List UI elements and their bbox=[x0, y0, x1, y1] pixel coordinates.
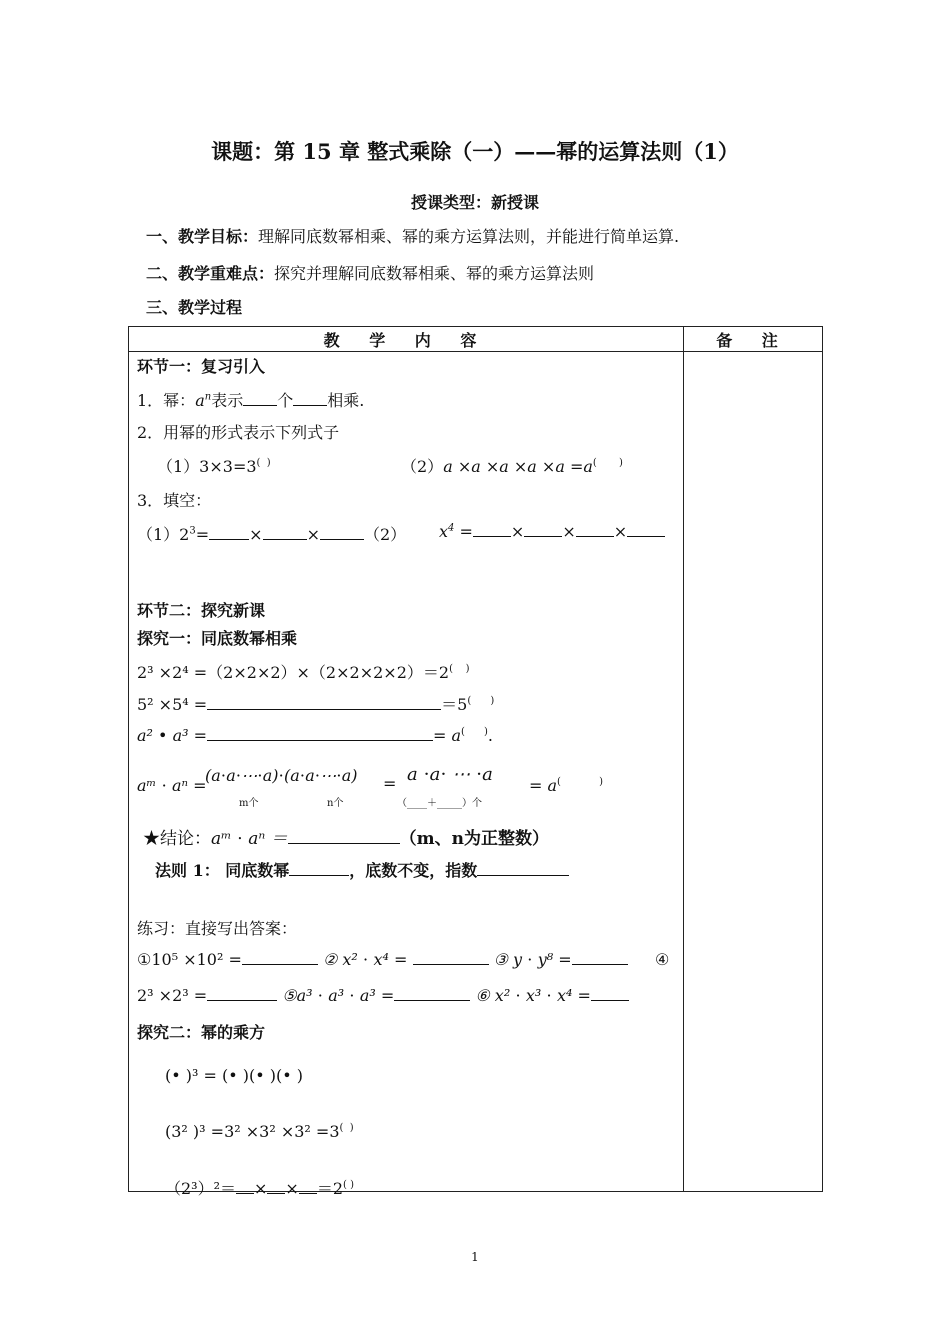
content-cell bbox=[129, 352, 684, 1198]
exp-blank[interactable]: ( ) bbox=[557, 776, 603, 788]
col-remark-header: 备 注 bbox=[684, 327, 823, 352]
p6: ⑥ x² ⋅ x³ ⋅ x⁴ = bbox=[475, 986, 591, 1005]
exp-blank[interactable]: ( ) bbox=[339, 1122, 354, 1134]
q2: 2．用幂的形式表示下列式子 bbox=[137, 423, 340, 442]
explore2-line2 bbox=[165, 1122, 354, 1141]
blank[interactable] bbox=[263, 525, 307, 540]
section1-heading: 环节一：复习引入 bbox=[137, 357, 266, 376]
blank[interactable] bbox=[524, 522, 562, 537]
times: × bbox=[510, 522, 525, 541]
general-end bbox=[529, 776, 603, 795]
blank[interactable] bbox=[576, 522, 614, 537]
eq: = bbox=[195, 525, 210, 544]
q1-prefix: 1．幂： bbox=[137, 391, 196, 410]
explore2-heading: 探究二：幂的乘方 bbox=[137, 1023, 266, 1042]
exp-blank[interactable]: ( ) bbox=[461, 726, 488, 738]
l3-text: a² • a³ = bbox=[137, 726, 208, 745]
blank[interactable] bbox=[591, 986, 629, 1001]
practice-row1 bbox=[137, 950, 628, 969]
eq: = bbox=[459, 522, 473, 541]
key-points bbox=[146, 261, 594, 284]
l2-text: 5² ×5⁴ = bbox=[137, 695, 208, 714]
page-number: 1 bbox=[471, 1250, 479, 1264]
e3-x: × bbox=[285, 1179, 299, 1198]
remark-cell[interactable] bbox=[684, 352, 823, 1192]
q1 bbox=[137, 388, 364, 411]
blank[interactable] bbox=[627, 522, 665, 537]
explore1-heading: 探究一：同底数幂相乘 bbox=[137, 629, 298, 648]
blank[interactable] bbox=[477, 861, 569, 876]
label-n: n个 bbox=[327, 798, 344, 809]
explore1-line2 bbox=[137, 692, 494, 715]
blank[interactable] bbox=[289, 861, 349, 876]
q2-b-expr: a ×a ×a ×a ×a =a bbox=[443, 457, 593, 476]
goal-text: 理解同底数幂相乘、幂的乘方运算法则，并能进行简单运算. bbox=[258, 227, 680, 246]
general-end-text: = a bbox=[529, 776, 558, 795]
blank[interactable] bbox=[288, 829, 400, 844]
page-title: 课题：第 15 章 整式乘除（一）——幂的运算法则（1） bbox=[211, 139, 739, 164]
p4: ④ bbox=[655, 950, 670, 969]
p1: ①10⁵ ×10² = bbox=[137, 950, 242, 969]
general-right bbox=[407, 764, 493, 785]
blank[interactable] bbox=[207, 695, 441, 710]
q1-end: 相乘. bbox=[327, 391, 365, 410]
blank[interactable] bbox=[267, 1179, 285, 1194]
e2: (3² )³ =3² ×3² ×3² =3 bbox=[165, 1122, 340, 1141]
exp-blank[interactable]: ( ) bbox=[256, 457, 271, 469]
e1: (• )³ = (• )(• )(• ) bbox=[165, 1066, 304, 1085]
l3-end: = a bbox=[433, 726, 462, 745]
p5: ⑤a³ ⋅ a³ ⋅ a³ = bbox=[282, 986, 395, 1005]
rule-mid: ，底数不变，指数 bbox=[349, 861, 478, 880]
key-label: 二、教学重难点： bbox=[146, 264, 275, 283]
times: × bbox=[306, 525, 320, 544]
q2-a-text: （1）3×3=3 bbox=[157, 457, 257, 476]
conclusion-expr: aᵐ ⋅ aⁿ ＝ bbox=[211, 829, 288, 849]
blank[interactable] bbox=[207, 726, 433, 741]
exp-blank[interactable]: ( ) bbox=[449, 663, 470, 675]
general-mid bbox=[205, 766, 358, 785]
e3-x: × bbox=[254, 1179, 268, 1198]
general-count: （____＋_____）个 bbox=[397, 798, 482, 809]
q1-mid: 表示 bbox=[211, 391, 244, 410]
lesson-type: 授课类型：新授课 bbox=[410, 193, 539, 212]
conclusion-note: （m、n为正整数） bbox=[399, 829, 549, 849]
l2-end: ＝5 bbox=[441, 695, 468, 714]
q2-b bbox=[401, 454, 623, 477]
blank[interactable] bbox=[236, 1179, 254, 1194]
process-heading bbox=[146, 295, 242, 318]
exp-blank[interactable]: ( ) bbox=[343, 1179, 354, 1191]
times: × bbox=[613, 522, 628, 541]
q3: 3．填空： bbox=[137, 491, 212, 510]
exp-blank[interactable]: ( ) bbox=[592, 457, 623, 469]
general-mid-text: (a⋅a⋅⋯⋅a)⋅(a⋅a⋅⋯⋅a) bbox=[205, 766, 358, 785]
p4b: 2³ ×2³ = bbox=[137, 986, 208, 1005]
e3-eq: ＝2 bbox=[316, 1179, 344, 1198]
key-text: 探究并理解同底数幂相乘、幂的乘方运算法则 bbox=[274, 264, 595, 283]
blank[interactable] bbox=[572, 950, 628, 965]
rule-prefix: 法则 1： 同底数幂 bbox=[155, 861, 290, 880]
blank[interactable] bbox=[209, 525, 249, 540]
e3-a: （2³）²＝ bbox=[165, 1179, 237, 1198]
blank[interactable] bbox=[473, 522, 511, 537]
blank[interactable] bbox=[394, 986, 470, 1001]
explore1-line1 bbox=[137, 660, 470, 683]
general-left bbox=[137, 776, 207, 795]
label-m: m个 bbox=[239, 798, 259, 809]
conclusion bbox=[143, 824, 549, 849]
q2-b-label: （2） bbox=[401, 457, 444, 476]
blank[interactable] bbox=[243, 391, 277, 406]
practice-row2 bbox=[137, 986, 629, 1005]
blank[interactable] bbox=[299, 1179, 317, 1194]
blank[interactable] bbox=[293, 391, 327, 406]
rule1 bbox=[155, 858, 569, 881]
blank[interactable] bbox=[320, 525, 364, 540]
exp-blank[interactable]: ( ) bbox=[467, 695, 495, 707]
x-power: $x^4$ bbox=[439, 522, 455, 541]
lesson-table bbox=[128, 326, 823, 1198]
l3-dot: . bbox=[487, 726, 494, 745]
general-right-text: a ⋅a⋅ ⋯ ⋅a bbox=[407, 764, 493, 785]
p2: ② x² ⋅ x⁴ = bbox=[322, 950, 408, 969]
q3-b-label: （2） bbox=[363, 525, 407, 544]
practice-heading: 练习：直接写出答案： bbox=[137, 919, 298, 938]
q3-a-text: （1）2 bbox=[137, 525, 190, 544]
blank[interactable] bbox=[207, 986, 277, 1001]
section2-heading: 环节二：探究新课 bbox=[137, 601, 266, 620]
teaching-goal bbox=[146, 224, 679, 247]
general-eq: = bbox=[383, 774, 397, 793]
process-label: 三、教学过程 bbox=[146, 298, 243, 317]
conclusion-prefix: ★结论： bbox=[143, 829, 211, 849]
power-a-n: $a^n$ bbox=[195, 391, 212, 410]
blank[interactable] bbox=[242, 950, 318, 965]
col-content-header: 教 学 内 容 bbox=[129, 327, 684, 352]
q3-a: $(1)2^3=$ × × （2） bbox=[137, 525, 407, 544]
q2-a bbox=[157, 454, 271, 477]
times: × bbox=[249, 525, 263, 544]
explore2-line1 bbox=[165, 1066, 303, 1085]
blank[interactable] bbox=[413, 950, 489, 965]
goal-label: 一、教学目标： bbox=[146, 227, 259, 246]
times: × bbox=[562, 522, 576, 541]
p3: ③ y ⋅ y⁸ = bbox=[493, 950, 572, 969]
explore1-line3 bbox=[137, 726, 493, 745]
q1-mid2: 个 bbox=[277, 391, 294, 410]
l1-text: 2³ ×2⁴ =（2×2×2）×（2×2×2×2）＝2 bbox=[137, 663, 450, 682]
explore2-line3 bbox=[165, 1176, 354, 1199]
general-left-text: aᵐ ⋅ aⁿ = bbox=[137, 776, 207, 795]
q3-b bbox=[439, 522, 665, 541]
